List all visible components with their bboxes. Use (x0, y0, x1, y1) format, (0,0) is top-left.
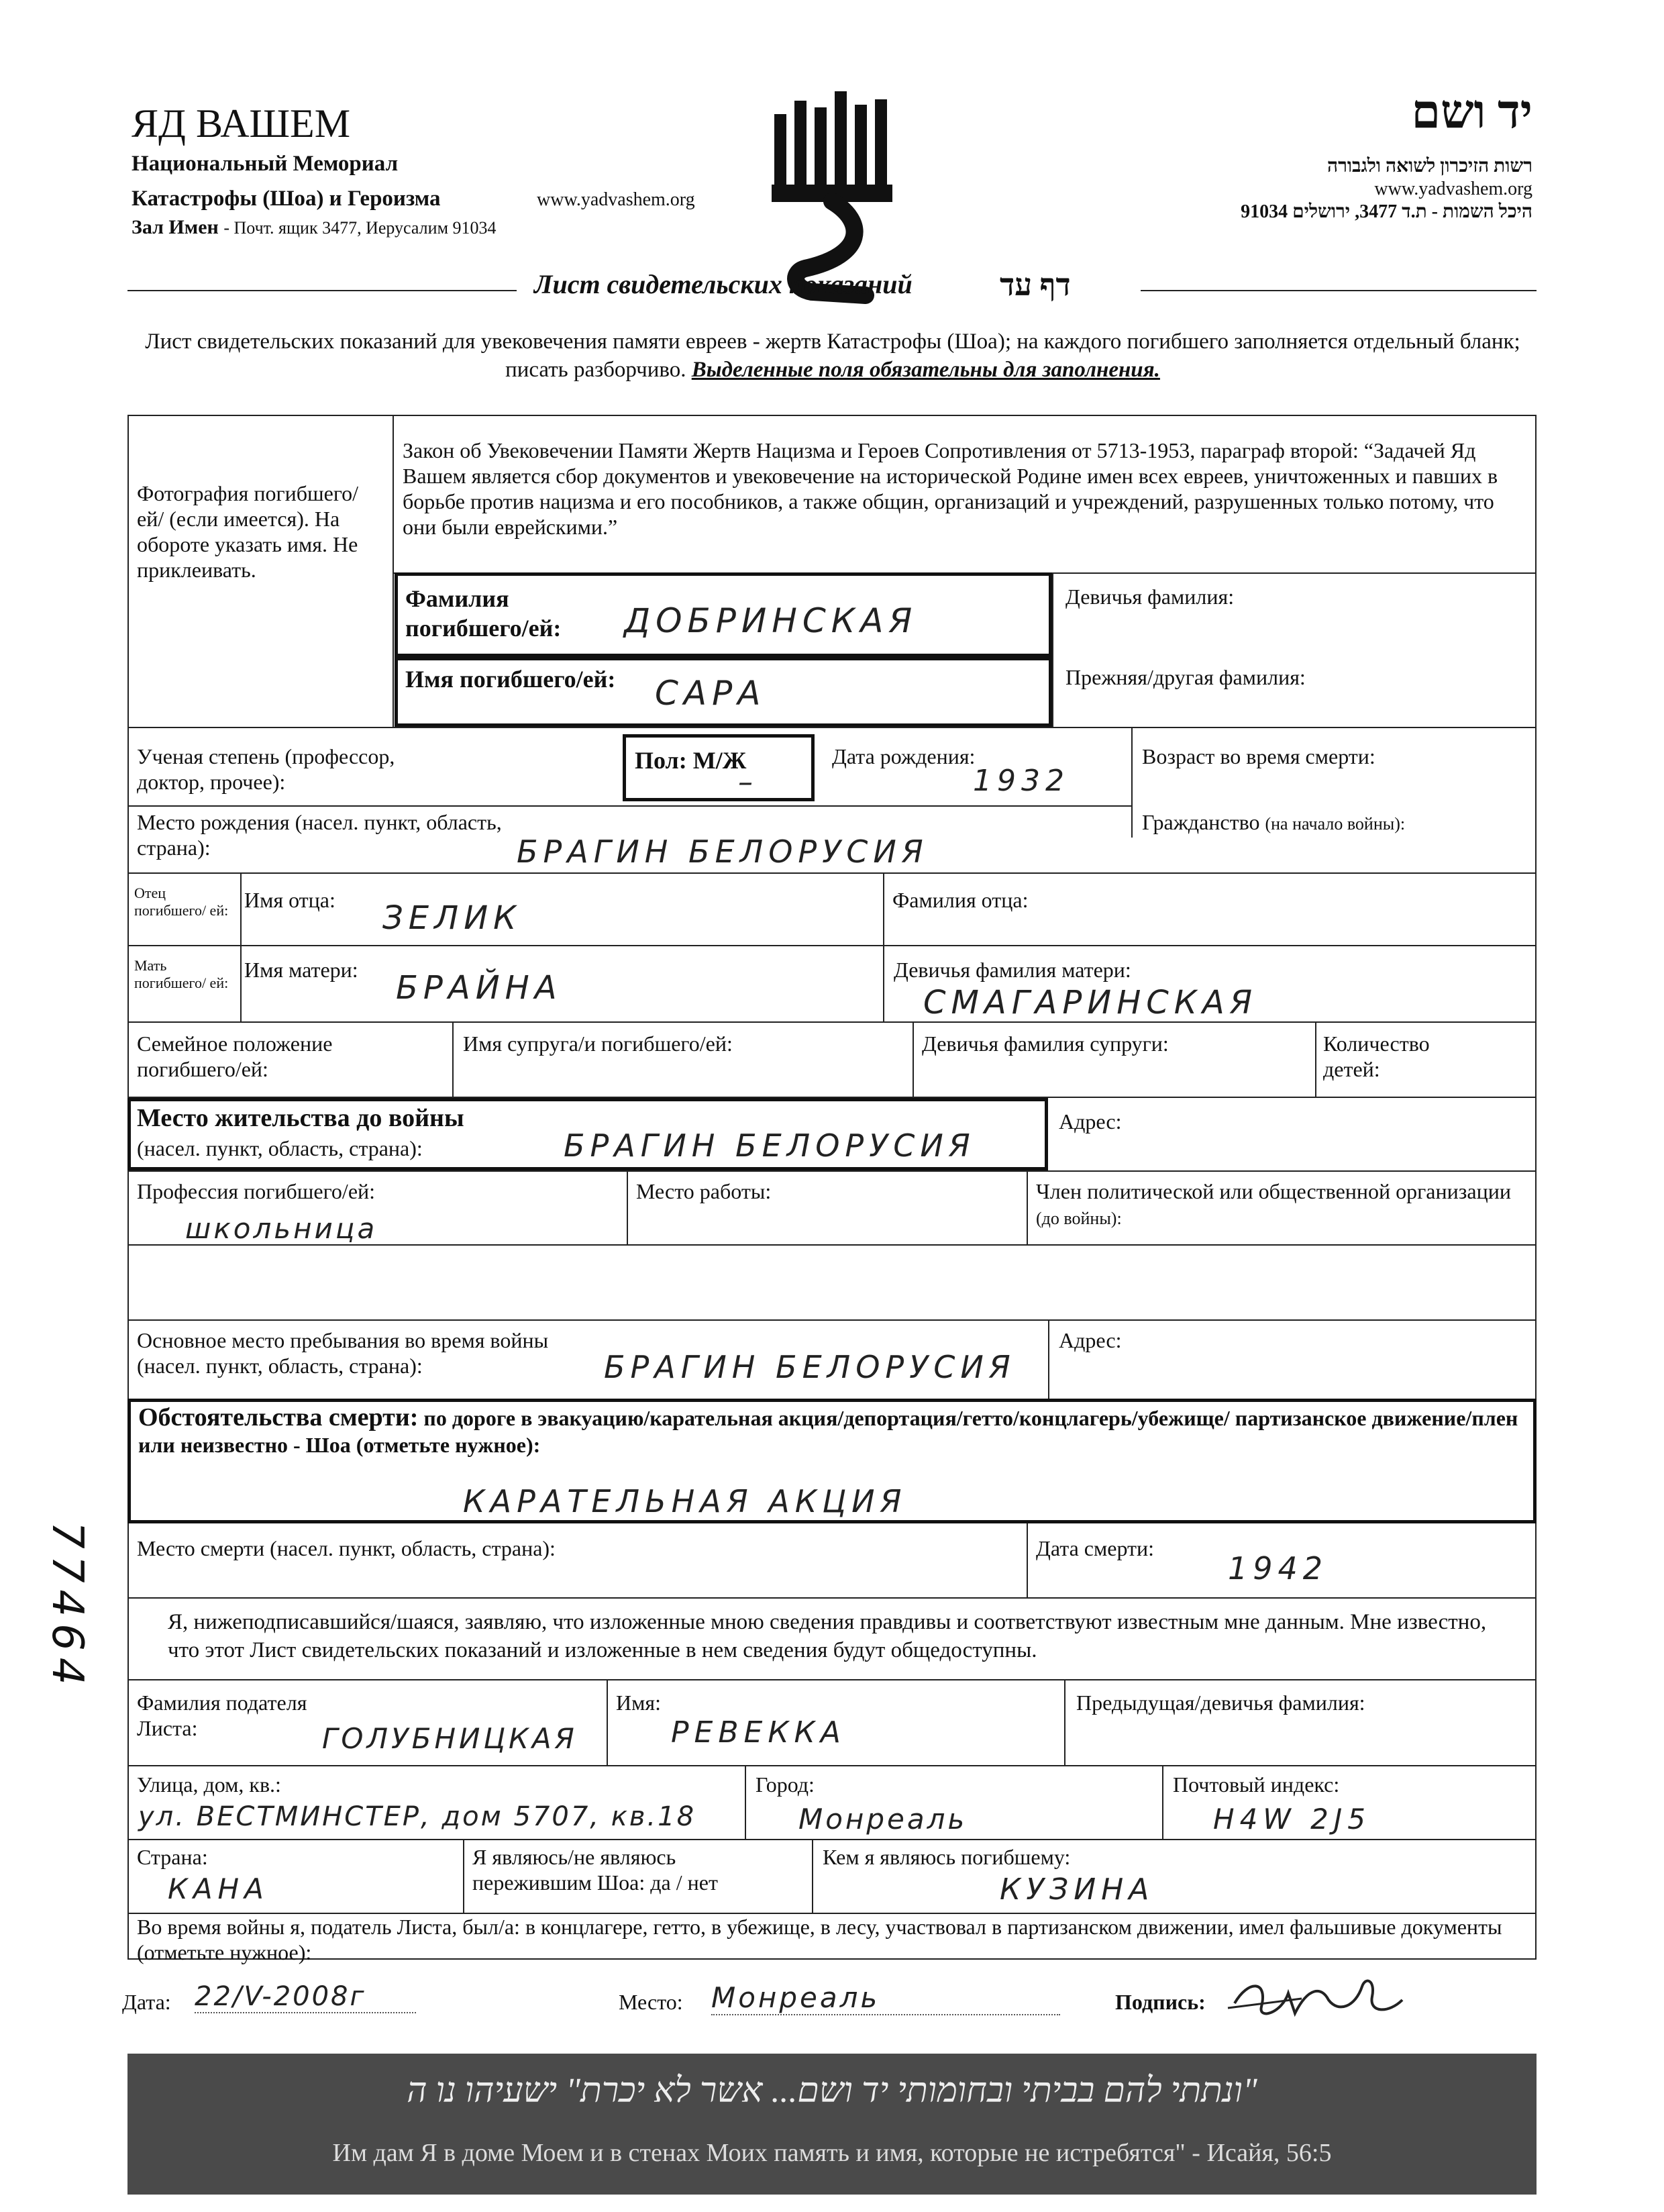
surname-field[interactable]: ДОБРИНСКАЯ (624, 601, 918, 640)
header-line-3-rest: - Почт. ящик 3477, Иерусалим 91034 (223, 218, 497, 238)
death-place-label: Место смерти (насел. пункт, область, страна): (137, 1536, 556, 1560)
city-label: Город: (756, 1772, 815, 1797)
street-field[interactable]: ул. ВЕСТМИНСТЕР, дом 5707, кв.18 (138, 1801, 696, 1832)
member-org-label-text: Член политической или общественной организации (1036, 1179, 1511, 1203)
profession-label: Профессия погибшего/ей: (137, 1179, 376, 1203)
father-name-field[interactable]: ЗЕЛИК (382, 899, 522, 937)
country-label: Страна: (137, 1845, 208, 1869)
father-surname-label: Фамилия отца: (892, 888, 1029, 912)
intro-emphasis: Выделенные поля обязательны для заполнения. (691, 358, 1160, 382)
birthdate-label: Дата рождения: (832, 744, 976, 768)
place-field[interactable]: Монреаль (711, 1981, 1060, 2015)
submitter-name-label: Имя: (616, 1691, 661, 1715)
birthdate-field[interactable]: 1932 (973, 764, 1070, 798)
margin-id-number: 77464 (42, 1521, 92, 1692)
citizenship-note: (на начало войны): (1265, 814, 1406, 834)
residence-field[interactable]: БРАГИН БЕЛОРУСИЯ (564, 1127, 976, 1164)
header-line-2: Катастрофы (Шоа) и Героизма (132, 187, 441, 211)
declaration-text: Я, нижеподписавшийся/шаяся, заявляю, что изложенные мною сведения правдивы и соответствуют известным мне данным. Мне известно, что этот Лист свидетельских показаний и изложенные в нем сведения будут общедоступны. (168, 1610, 1487, 1662)
relation-field[interactable]: КУЗИНА (1000, 1872, 1155, 1907)
birthplace-field[interactable]: БРАГИН БЕЛОРУСИЯ (517, 834, 929, 870)
survivor-label: Я являюсь/не являюсь пережившим Шоа: да / нет (472, 1845, 718, 1895)
profession-field[interactable]: школьница (185, 1212, 378, 1245)
relation-label: Кем я являюсь погибшему: (823, 1845, 1071, 1869)
mother-side-label: Мать погибшего/ ей: (134, 957, 229, 991)
maiden-name-label: Девичья фамилия: (1065, 585, 1235, 609)
place-label: Место: (619, 1990, 683, 2014)
workplace-label: Место работы: (636, 1179, 772, 1203)
country-field[interactable]: КАНА (168, 1872, 269, 1905)
sex-label: Пол: М/Ж (635, 747, 747, 774)
death-circ-text (138, 1404, 1527, 1458)
firstname-label: Имя погибшего/ей: (405, 666, 616, 693)
death-circ-options: по дороге в эвакуацию/карательная акция/депортация/гетто/концлагерь/убежище/ партизанское движение/плен или неизвестно - Шоа (отметьте нужное): (138, 1406, 1518, 1457)
sex-field[interactable]: – (738, 765, 758, 799)
intro-body: Лист свидетельских показаний для увековечения памяти евреев - жертв Катастрофы (Шоа); на каждого погибшего заполняется отдельный бланк; писать разборчиво. (145, 330, 1520, 382)
degree-label: Ученая степень (профессор, доктор, прочее): (137, 744, 395, 794)
mother-name-label: Имя матери: (244, 958, 358, 982)
death-circ-label: Обстоятельства смерти: (138, 1403, 419, 1431)
firstname-field[interactable]: САРА (655, 674, 766, 713)
header-he-line-3: היכל השמות - ת.ד 3477, ירושלים 91034 (1241, 201, 1532, 222)
birthplace-label: Место рождения (насел. пункт, область, страна): (137, 810, 502, 860)
death-date-field[interactable]: 1942 (1228, 1550, 1329, 1587)
intro-text (132, 328, 1534, 384)
address2-label: Адрес: (1059, 1328, 1122, 1352)
spouse-name-label: Имя супруга/и погибшего/ей: (463, 1032, 733, 1056)
org-name-he: יד ושם (1411, 87, 1532, 138)
death-circ-field[interactable]: КАРАТЕЛЬНАЯ АКЦИЯ (463, 1483, 907, 1519)
city-field[interactable]: Монреаль (798, 1803, 968, 1836)
street-label: Улица, дом, кв.: (137, 1772, 281, 1797)
date-label: Дата: (122, 1990, 171, 2014)
law-text: Закон об Увековечении Памяти Жертв Нацизма и Героев Сопротивления от 5713-1953, параграф второй: “Задачей Яд Вашем является сбор документов и увековечение на исторической Родине имен всех евреев, уничтоженных и павших в борьбе против нацизма и его пособников, а также общин, организаций и учреждений, разрушенных только потому, что они были еврейскими.” (403, 438, 1498, 539)
death-date-label: Дата смерти: (1036, 1536, 1155, 1560)
father-side-label: Отец погибшего/ ей: (134, 885, 229, 919)
header-url-right: www.yadvashem.org (1374, 179, 1532, 199)
wartime-place-label: Основное место пребывания во время войны (насел. пункт, область, страна): (137, 1328, 549, 1378)
father-name-label: Имя отца: (244, 888, 335, 912)
citizenship-label-text: Гражданство (1142, 810, 1260, 834)
member-org-label (1036, 1178, 1532, 1231)
submitter-name-field[interactable]: РЕВЕККА (671, 1715, 846, 1750)
residence-sub-label: (насел. пункт, область, страна): (137, 1136, 423, 1160)
mother-maiden-label: Девичья фамилия матери: (894, 958, 1131, 982)
zip-field[interactable]: H4W 2J5 (1213, 1803, 1371, 1836)
form-title-he: דף עד (1000, 268, 1071, 302)
wartime-place-field[interactable]: БРАГИН БЕЛОРУСИЯ (604, 1349, 1016, 1385)
member-org-note: (до войны): (1036, 1209, 1122, 1228)
children-count-label: Количество детей: (1323, 1032, 1430, 1081)
submitter-surname-field[interactable]: ГОЛУБНИЦКАЯ (322, 1722, 578, 1755)
date-field[interactable]: 22/V-2008г (195, 1981, 416, 2013)
age-at-death-label: Возраст во время смерти: (1142, 744, 1375, 768)
photo-box-note: Фотография погибшего/ей/ (если имеется). На обороте указать имя. Не приклеивать. (137, 481, 359, 582)
citizenship-label (1142, 809, 1405, 837)
signature[interactable] (1221, 1966, 1422, 2027)
signature-label: Подпись: (1115, 1990, 1206, 2014)
header-url-left: www.yadvashem.org (537, 189, 695, 210)
residence-label: Место жительства до войны (137, 1104, 464, 1132)
address-label: Адрес: (1059, 1109, 1122, 1134)
prev-surname-label: Прежняя/другая фамилия: (1065, 665, 1306, 689)
submitter-prev-label: Предыдущая/девичья фамилия: (1076, 1691, 1365, 1715)
header-line-1: Национальный Мемориал (132, 152, 399, 176)
submitter-surname-label: Фамилия подателя Листа: (137, 1691, 307, 1740)
header-line-3-bold: Зал Имен (132, 216, 219, 238)
bottom-banner (127, 2054, 1537, 2195)
mother-name-field[interactable]: БРАЙНА (396, 969, 562, 1007)
mother-maiden-field[interactable]: СМАГАРИНСКАЯ (923, 984, 1258, 1021)
zip-label: Почтовый индекс: (1173, 1772, 1340, 1797)
header-line-3 (132, 216, 497, 239)
org-name-ru: ЯД ВАШЕМ (132, 101, 351, 146)
submitter-wartime-note: Во время войны я, податель Листа, был/а: в концлагере, гетто, в убежище, в лесу, участвовал в партизанском движении, имел фальшивые документы (отметьте нужное): (137, 1915, 1502, 1964)
banner-russian: Им дам Я в доме Моем и в стенах Моих память и имя, которые не истребятся" - Исайя, 56:5 (332, 2139, 1332, 2167)
header-he-line-1: רשות הזיכרון לשואה ולגבורה (1327, 156, 1532, 177)
marital-status-label: Семейное положение погибшего/ей: (137, 1032, 333, 1081)
form-title-ru: Лист свидетельских показаний (534, 269, 913, 299)
surname-label: Фамилия погибшего/ей: (405, 585, 562, 642)
banner-hebrew: "ונתתי להם בביתי ובחומותי יד ושם... אשר לא יכרת" ישעיהו נו ה (407, 2072, 1257, 2110)
spouse-maiden-label: Девичья фамилия супруги: (922, 1032, 1169, 1056)
